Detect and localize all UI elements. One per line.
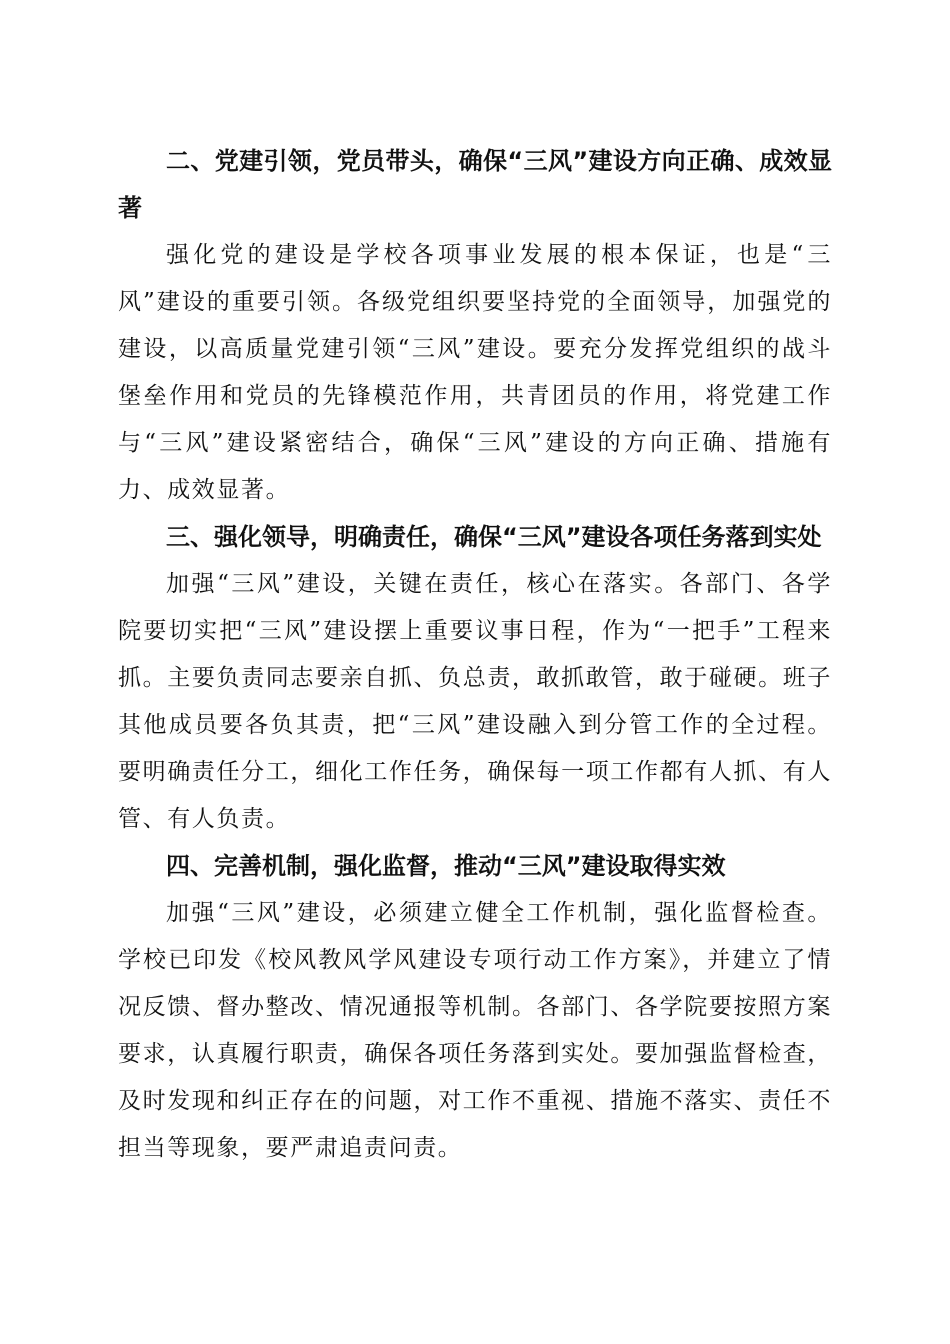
section-body-3: 加强“三风”建设，关键在责任，核心在落实。各部门、各学院要切实把“三风”建设摆上重要议事日程，作为“一把手”工程来抓。主要负责同志要亲自抓、负总责，敢抓敢管，敢于碰硬。班子其他成员要各负其责，把“三风”建设融入到分管工作的全过程。要明确责任分工，细化工作任务，确保每一项工作都有人抓、有人管、有人负责。 [118, 571, 832, 832]
document-page [118, 138, 832, 1172]
section-heading-4: 四、完善机制，强化监督，推动“三风”建设取得实效 [166, 852, 726, 880]
section-body-4: 加强“三风”建设，必须建立健全工作机制，强化监督检查。学校已印发《校风教风学风建设专项行动工作方案》，并建立了情况反馈、督办整改、情况通报等机制。各部门、各学院要按照方案要求，认真履行职责，确保各项任务落到实处。要加强监督检查，及时发现和纠正存在的问题，对工作不重视、措施不落实、责任不担当等现象，要严肃追责问责。 [118, 900, 832, 1161]
section-heading-3: 三、强化领导，明确责任，确保“三风”建设各项任务落到实处 [166, 523, 822, 551]
section-body-2: 强化党的建设是学校各项事业发展的根本保证，也是“三风”建设的重要引领。各级党组织要坚持党的全面领导，加强党的建设，以高质量党建引领“三风”建设。要充分发挥党组织的战斗堡垒作用和党员的先锋模范作用，共青团员的作用，将党建工作与“三风”建设紧密结合，确保“三风”建设的方向正确、措施有力、成效显著。 [118, 242, 832, 503]
section-heading-2: 二、党建引领，党员带头，确保“三风”建设方向正确、成效显著 [118, 147, 832, 222]
